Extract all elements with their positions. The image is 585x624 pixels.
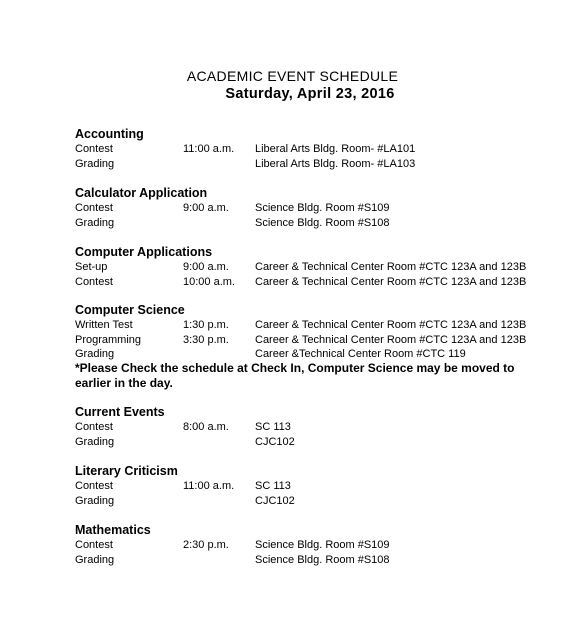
section-title: Computer Applications bbox=[75, 245, 213, 259]
event-name: Contest bbox=[75, 421, 113, 433]
event-location: Science Bldg. Room #S109 bbox=[255, 539, 390, 551]
section-title: Computer Science bbox=[75, 303, 185, 317]
event-location: Career & Technical Center Room #CTC 123A and 123B bbox=[255, 275, 527, 288]
event-name: Grading bbox=[75, 494, 115, 507]
section-computer-science bbox=[75, 302, 575, 362]
event-name: Grading bbox=[75, 348, 115, 361]
event-location: Career & Technical Center Room #CTC 123A and 123B bbox=[255, 333, 527, 346]
event-name: Grading bbox=[75, 435, 115, 448]
event-time: 9:00 a.m. bbox=[183, 261, 229, 273]
event-location: Science Bldg. Room #S109 bbox=[255, 202, 390, 214]
event-name: Grading bbox=[75, 216, 115, 229]
schedule-note: *Please Check the schedule at Check In, Computer Science may be moved to earlier in the day. bbox=[75, 361, 515, 390]
event-location: Liberal Arts Bldg. Room- #LA101 bbox=[255, 143, 416, 155]
schedule-row bbox=[75, 538, 575, 553]
schedule-row bbox=[75, 435, 575, 450]
event-time: 11:00 a.m. bbox=[183, 480, 235, 492]
section-title: Mathematics bbox=[75, 523, 151, 537]
event-name: Written Test bbox=[75, 319, 133, 331]
section-title: Calculator Application bbox=[75, 186, 208, 200]
event-name: Contest bbox=[75, 539, 113, 551]
section-title: Literary Criticism bbox=[75, 464, 178, 478]
event-time: 2:30 p.m. bbox=[183, 539, 229, 551]
schedule-row bbox=[75, 494, 575, 509]
event-time: 8:00 a.m. bbox=[183, 421, 229, 433]
section-accounting bbox=[75, 126, 575, 171]
schedule-row bbox=[75, 318, 575, 333]
event-location: SC 113 bbox=[255, 421, 291, 433]
event-time: 10:00 a.m. bbox=[183, 275, 235, 288]
schedule-row bbox=[75, 420, 575, 435]
schedule-row bbox=[75, 157, 575, 172]
schedule-row bbox=[75, 201, 575, 216]
section-mathematics bbox=[75, 522, 575, 567]
event-time: 9:00 a.m. bbox=[183, 202, 229, 214]
event-name: Programming bbox=[75, 333, 142, 346]
schedule-row bbox=[75, 216, 575, 231]
section-title: Current Events bbox=[75, 405, 165, 419]
event-location: CJC102 bbox=[255, 435, 295, 448]
event-time: 11:00 a.m. bbox=[183, 143, 235, 155]
section-literary-criticism bbox=[75, 463, 575, 508]
event-time: 1:30 p.m. bbox=[183, 319, 229, 331]
document-title: ACADEMIC EVENT SCHEDULE bbox=[186, 68, 399, 84]
event-name: Contest bbox=[75, 275, 113, 288]
section-calculator-application bbox=[75, 185, 575, 230]
event-location: Career &Technical Center Room #CTC 119 bbox=[255, 348, 466, 361]
event-location: Career & Technical Center Room #CTC 123A and 123B bbox=[255, 319, 527, 331]
event-name: Set-up bbox=[75, 261, 108, 273]
schedule-row bbox=[75, 479, 575, 494]
schedule-row bbox=[75, 142, 575, 157]
event-name: Grading bbox=[75, 157, 115, 170]
event-location: Science Bldg. Room #S108 bbox=[255, 216, 390, 229]
schedule-row bbox=[75, 347, 575, 362]
event-name: Grading bbox=[75, 553, 115, 566]
event-location: Career & Technical Center Room #CTC 123A and 123B bbox=[255, 261, 527, 273]
section-title: Accounting bbox=[75, 127, 144, 141]
schedule-row bbox=[75, 260, 575, 275]
event-name: Contest bbox=[75, 143, 113, 155]
event-location: Liberal Arts Bldg. Room- #LA103 bbox=[255, 157, 416, 170]
document-date: Saturday, April 23, 2016 bbox=[225, 86, 395, 102]
schedule-row bbox=[75, 553, 575, 568]
event-name: Contest bbox=[75, 480, 113, 492]
section-computer-applications bbox=[75, 244, 575, 289]
schedule-row bbox=[75, 333, 575, 348]
event-time: 3:30 p.m. bbox=[183, 333, 229, 346]
schedule-row bbox=[75, 275, 575, 290]
section-current-events bbox=[75, 404, 575, 449]
event-name: Contest bbox=[75, 202, 113, 214]
event-location: SC 113 bbox=[255, 480, 291, 492]
event-location: CJC102 bbox=[255, 494, 295, 507]
event-location: Science Bldg. Room #S108 bbox=[255, 553, 390, 566]
